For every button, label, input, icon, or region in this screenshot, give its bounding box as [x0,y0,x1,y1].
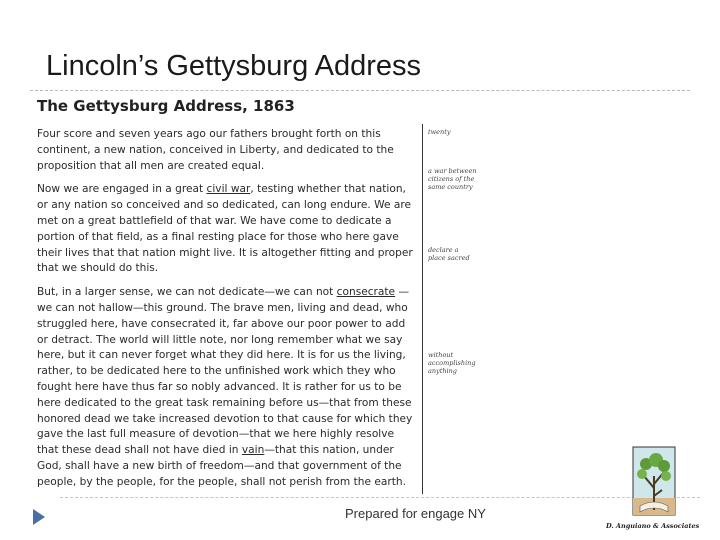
underlined-word-vain: vain [241,444,265,457]
bullet-arrow-icon [33,509,45,525]
paragraph-3 [37,285,417,490]
text-span: Now we are engaged in a great [37,183,207,196]
margin-note-twenty: twenty [428,128,451,136]
document-heading: The Gettysburg Address, 1863 [37,97,295,115]
underlined-word-consecrate: consecrate [336,286,396,299]
margin-note-civil-war: a war between citizens of the same country [428,167,477,191]
paragraph-1: Four score and seven years ago our fathers brought forth on this continent, a new nation, conceived in Liberty, and dedicated to the proposition that all men are created equal. [37,128,394,172]
margin-divider [422,124,423,494]
text-span: But, in a larger sense, we can not dedicate—we can not [37,286,337,299]
slide-title: Lincoln’s Gettysburg Address [46,50,422,82]
margin-note-consecrate: declare a place sacred [428,246,470,262]
paragraph-2 [37,182,417,277]
tree-logo-icon [632,446,676,516]
speech-text [37,127,417,499]
text-span: —we can not hallow—this ground. The brave men, living and dead, who struggled here, have consecrated it, far above our poor power to add or detract. The world will little note, nor long remember what we say here, but it can never forget what they did here. It is for us the living, rather, to be dedicated here to the unfinished work which they who fought here have thus far so nobly advanced. It is rather for us to be here dedicated to the great task remaining before us—that from these honored dead we take increased devotion to that cause for which they gave the last full measure of devotion—that we here highly resolve that these dead shall not have died in [37,286,413,457]
footer-text: Prepared for engage NY [345,506,486,521]
footer-divider [60,497,700,498]
underlined-word-civil-war: civil war [206,183,251,196]
text-span: —that this nation, under God, shall have a new birth of freedom—and that government of the people, by the people, for the people, shall not perish from the earth. [37,444,406,488]
text-span: , testing whether that nation, or any nation so conceived and so dedicated, can long endure. We are met on a great battlefield of that war. We have come to dedicate a portion of that field, as a final resting place for those who here gave their lives that that nation might live. It is altogether fitting and proper that we should do this. [37,183,413,275]
credit-text: D. Anguiano & Associates [606,522,700,530]
title-divider [30,90,690,91]
margin-note-vain: without accomplishing anything [428,351,476,375]
